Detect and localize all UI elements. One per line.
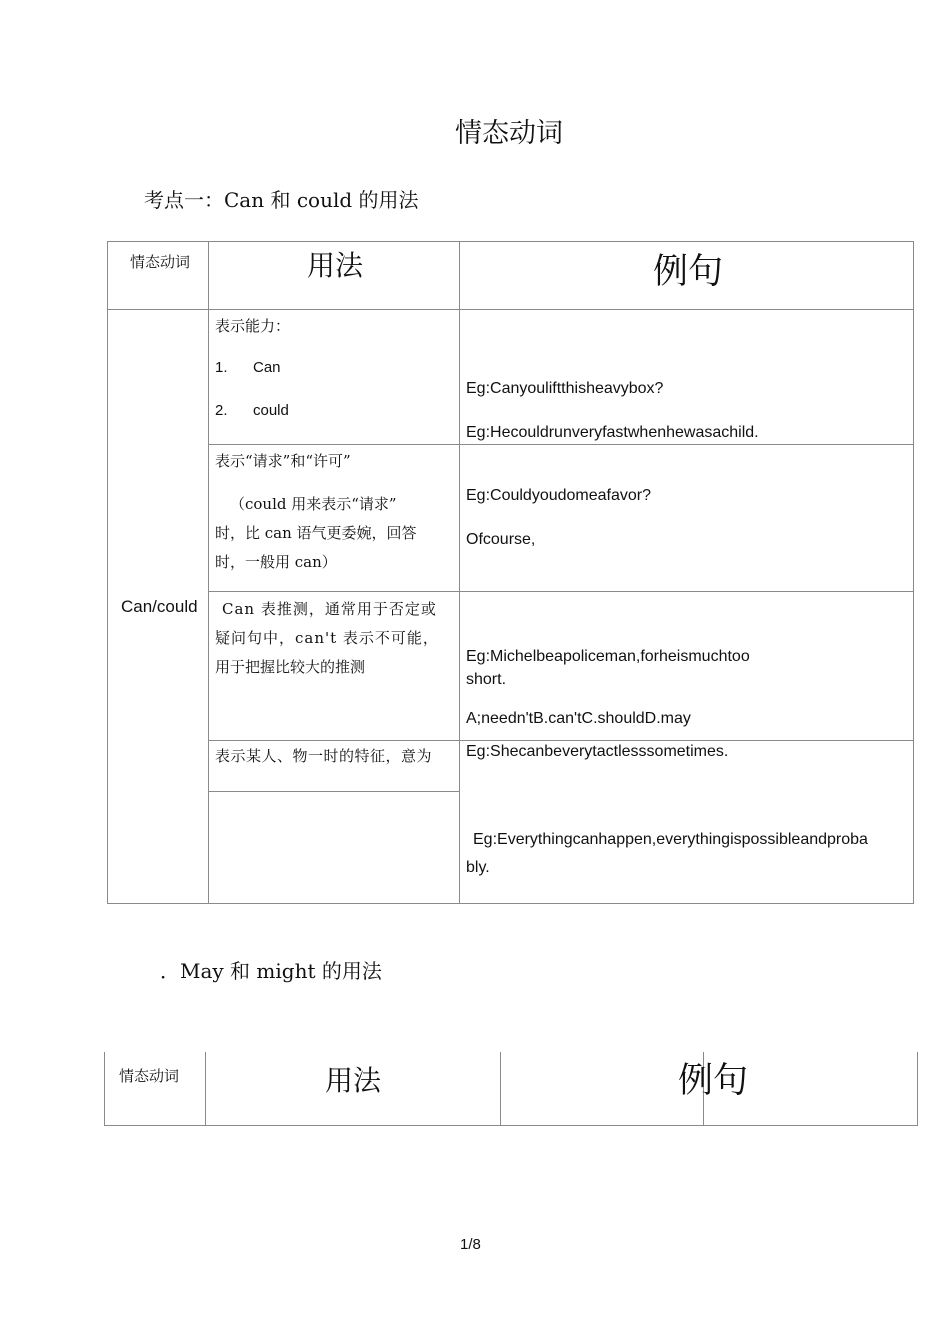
row2-usage: 表示“请求”和“许可” xyxy=(215,452,351,470)
row2-note-line1: （could 用来表示“请求” xyxy=(230,495,397,513)
row4-example2-line2: bly. xyxy=(466,859,490,876)
table2-header-example: 例句 xyxy=(678,1061,749,1101)
row2-note-line3: 时，一般用 can） xyxy=(215,553,337,571)
table1-header-example: 例句 xyxy=(653,252,724,292)
table1-header-usage: 用法 xyxy=(307,249,364,282)
row1-usage: 表示能力： xyxy=(215,317,291,335)
row1-example1: Eg:Canyouliftthisheavybox? xyxy=(466,380,664,397)
row3-usage-line2: 疑问句中，can't 表示不可能， xyxy=(215,629,439,647)
page-title: 情态动词 xyxy=(455,118,563,149)
row2-example2: Ofcourse, xyxy=(466,531,536,548)
row1-example2: Eg:Hecouldrunveryfastwhenhewasachild. xyxy=(466,424,759,441)
row1-item1-text: Can xyxy=(253,359,281,376)
row2-note-line2: 时，比 can 语气更委婉，回答 xyxy=(215,524,417,542)
page-number: 1/8 xyxy=(460,1236,481,1253)
row3-usage-line1: Can 表推测，通常用于否定或 xyxy=(222,600,437,618)
row4-usage: 表示某人、物一时的特征，意为 xyxy=(215,747,433,765)
table2-header-modal: 情态动词 xyxy=(119,1067,180,1085)
row3-example-line1: Eg:Michelbeapoliceman,forheismuchtoo xyxy=(466,648,750,665)
row1-item2-num: 2. xyxy=(215,402,228,419)
row3-usage-line3: 用于把握比较大的推测 xyxy=(215,658,366,676)
row1-item1-num: 1. xyxy=(215,359,228,376)
section-heading-1: 考点一：Can 和 could 的用法 xyxy=(144,188,419,212)
can-could-table xyxy=(107,241,914,904)
may-might-table xyxy=(104,1052,918,1126)
row4-example2-line1: Eg:Everythingcanhappen,everythingispossibleandproba xyxy=(473,831,868,848)
modal-verb-can-could: Can/could xyxy=(121,597,198,616)
section-heading-2: ．May 和 might 的用法 xyxy=(160,959,382,983)
row1-item2-text: could xyxy=(253,402,289,419)
table1-header-modal: 情态动词 xyxy=(130,253,191,271)
table2-header-usage: 用法 xyxy=(325,1064,382,1097)
row3-options: A;needn'tB.can'tC.shouldD.may xyxy=(466,710,691,727)
row4-example1: Eg:Shecanbeverytactlesssometimes. xyxy=(466,743,729,760)
row3-example-line2: short. xyxy=(466,671,507,688)
row2-example1: Eg:Couldyoudomeafavor? xyxy=(466,487,652,504)
